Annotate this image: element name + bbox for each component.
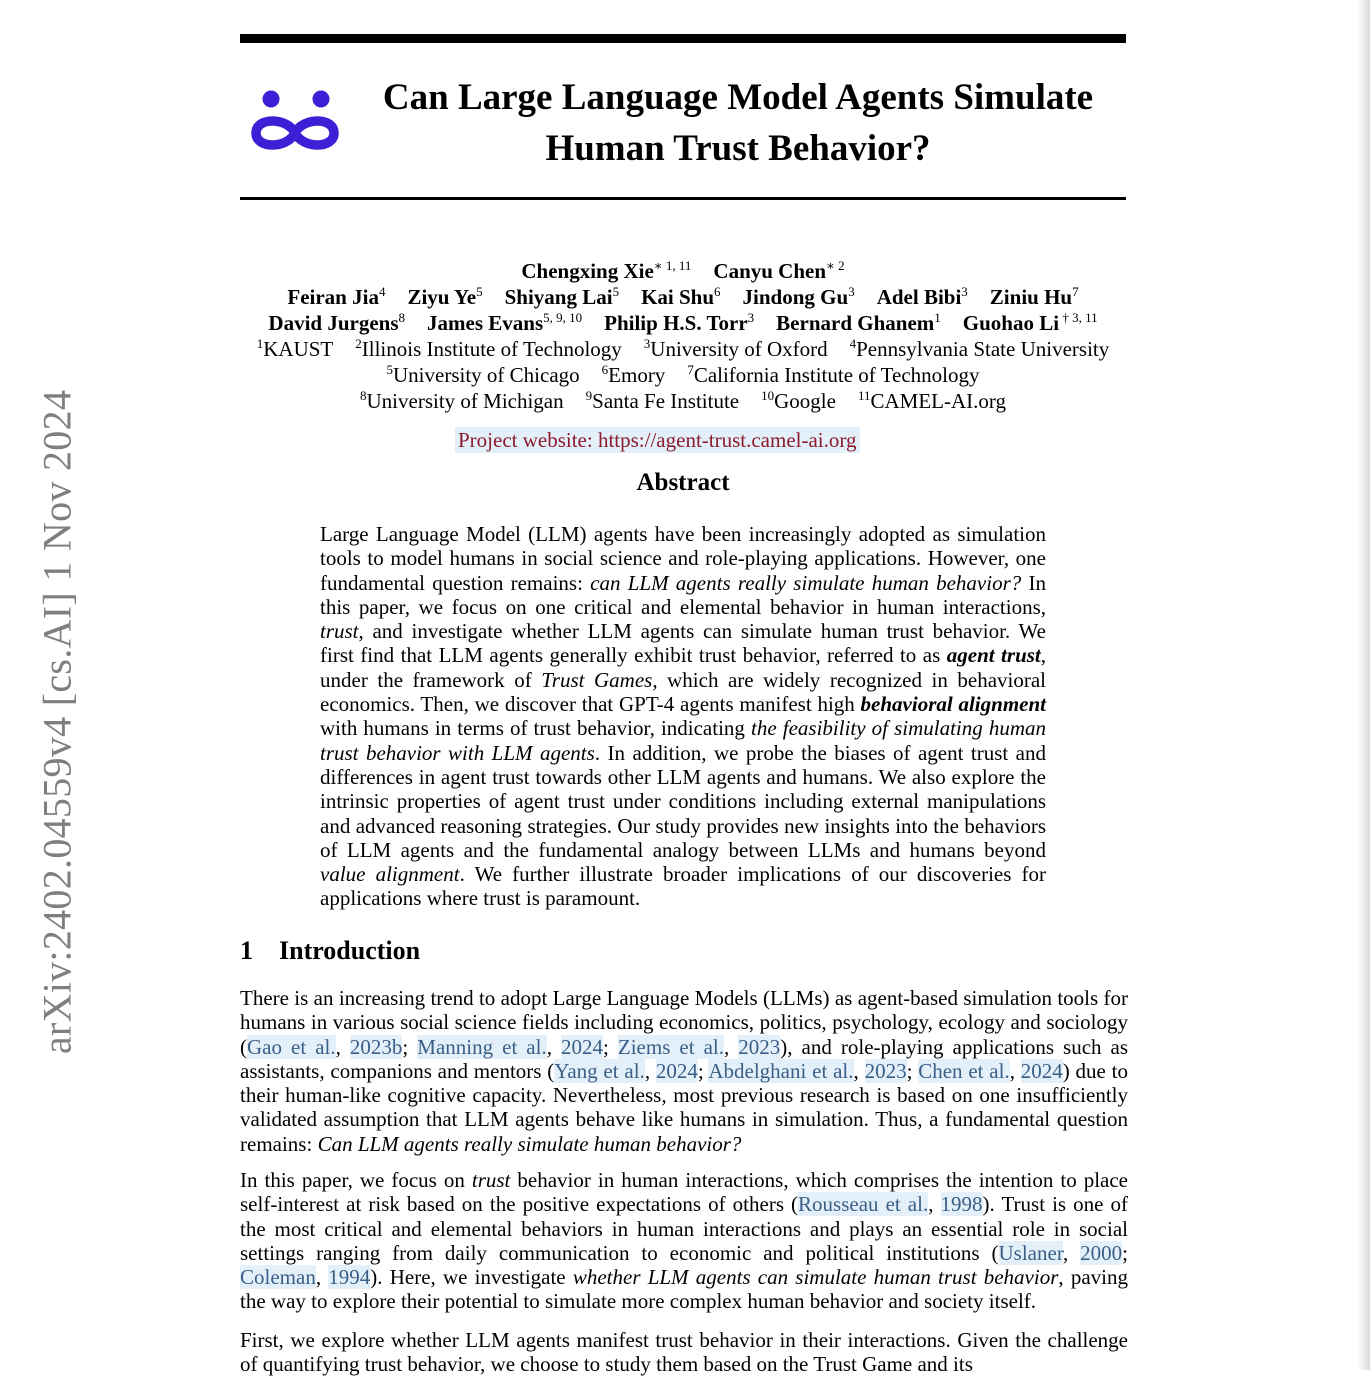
citation-link[interactable]: Ziems et al.: [617, 1034, 724, 1059]
introduction-heading: [240, 936, 420, 966]
citation-link[interactable]: Uslaner: [998, 1240, 1063, 1265]
author-name: Kai Shu: [641, 285, 715, 309]
affiliation-number: 8: [360, 388, 367, 403]
citation-link[interactable]: 2024: [561, 1034, 603, 1059]
body-text: ,: [723, 1034, 739, 1059]
author-row: [200, 258, 1166, 284]
author-name: Jindong Gu: [742, 285, 849, 309]
citation-link[interactable]: Coleman: [240, 1265, 316, 1290]
affiliation-name: KAUST: [263, 337, 334, 361]
intro-paragraph-1: [240, 986, 1128, 1156]
body-text: . We further illustrate broader implications of our discoveries for applications where trust is paramount.: [320, 862, 1046, 911]
body-text: ;: [697, 1058, 709, 1083]
abstract-body: [320, 522, 1046, 911]
body-text: ) due to their human-like cognitive capacity. Nevertheless, most previous research is based on one insufficiently validated assumption that LLM agents behave like humans in simulation. Thus, a fundamental question remains:: [240, 1058, 1129, 1156]
citation-link[interactable]: 2000: [1080, 1240, 1123, 1265]
body-text: . In addition, we probe the biases of agent trust and differences in agent trust towards other LLM agents and humans. We also explore the intrinsic properties of agent trust under conditions including external manipulations and advanced reasoning strategies. Our study provides new insights into the behaviors of LLM agents and the fundamental analogy between LLMs and humans beyond: [320, 740, 1046, 862]
affiliation-name: CAMEL-AI.org: [870, 389, 1006, 413]
author-affiliation-marks: ∗ 2: [826, 258, 845, 273]
author-affiliation-marks: 5: [612, 284, 620, 299]
abstract-heading: Abstract: [636, 469, 730, 496]
body-text: ), and role-playing applications such as assistants, companions and mentors (: [240, 1034, 1129, 1083]
author-name: Feiran Jia: [287, 285, 379, 309]
citation-link[interactable]: 2024: [1020, 1058, 1063, 1083]
author-name: Ziniu Hu: [989, 285, 1073, 309]
citation-link[interactable]: Manning et al.: [417, 1034, 547, 1059]
affiliation-number: 7: [687, 362, 694, 377]
affiliation-name: University of Chicago: [393, 363, 580, 387]
body-text: ,: [644, 1058, 656, 1083]
citation-link[interactable]: 1998: [940, 1192, 983, 1217]
author-names: [200, 258, 1166, 336]
citation-link[interactable]: Rousseau et al.: [798, 1192, 929, 1217]
italic-text: trust: [320, 619, 359, 644]
author-name: Bernard Ghanem: [776, 311, 935, 335]
author-name: David Jurgens: [268, 311, 399, 335]
author-affiliation-marks: 5, 9, 10: [543, 310, 583, 325]
citation-link[interactable]: 2023b: [349, 1034, 403, 1059]
affiliation-number: 3: [643, 336, 651, 351]
body-text: , paving the way to explore their potential to simulate more complex human behavior and society itself.: [240, 1265, 1128, 1314]
body-text: ,: [1009, 1058, 1021, 1083]
citation-link[interactable]: Gao et al.: [247, 1034, 336, 1059]
citation-link[interactable]: 2023: [864, 1058, 907, 1083]
citation-link[interactable]: 1994: [328, 1265, 371, 1290]
body-text: ). Trust is one of the most critical and elemental behaviors in human interactions and plays an essential role in social settings ranging from daily communication to economic and political institutions (: [240, 1192, 1129, 1265]
author-row: [200, 310, 1166, 336]
author-name: Ziyu Ye: [407, 285, 477, 309]
affiliation-name: Emory: [608, 363, 666, 387]
affiliation-name: Illinois Institute of Technology: [361, 337, 622, 361]
project-website-link[interactable]: Project website: https://agent-trust.camel-ai.org: [455, 427, 860, 453]
intro-paragraph-3: [240, 1328, 1128, 1377]
citation-link[interactable]: Yang et al.: [554, 1058, 645, 1083]
body-text: ). Here, we investigate: [370, 1265, 573, 1290]
affiliation-name: Santa Fe Institute: [592, 389, 740, 413]
body-text: behavior in human interactions, which comprises the intention to place self-interest at risk based on the positive expectations of others (: [240, 1168, 1128, 1217]
author-affiliation-marks: 5: [476, 284, 483, 299]
affiliation-number: 4: [849, 336, 857, 351]
body-text: ,: [1062, 1240, 1081, 1265]
affiliation-number: 6: [601, 362, 609, 377]
affiliation-number: 2: [355, 336, 362, 351]
affiliation-number: 10: [761, 388, 775, 403]
author-affiliation-marks: † 3, 11: [1059, 310, 1098, 325]
citation-link[interactable]: Abdelghani et al.: [708, 1058, 854, 1083]
section-number: 1: [240, 936, 253, 965]
author-affiliation-marks: 1: [934, 310, 941, 325]
paper-title: [352, 72, 1124, 174]
italic-text: whether LLM agents can simulate human trust behavior: [572, 1265, 1059, 1290]
italic-text: can LLM agents really simulate human behavior?: [590, 570, 1022, 595]
arxiv-identifier: arXiv:2402.04559v4 [cs.AI] 1 Nov 2024: [34, 389, 80, 1055]
affiliations: [200, 336, 1166, 414]
body-text: ;: [603, 1034, 618, 1059]
body-text: ;: [1122, 1240, 1128, 1265]
author-affiliation-marks: ∗ 1, 11: [653, 258, 692, 273]
title-rule-bottom: [240, 197, 1126, 200]
body-text: ;: [402, 1034, 418, 1059]
author-affiliation-marks: 6: [714, 284, 721, 299]
intro-paragraph-2: [240, 1168, 1128, 1314]
body-text: ,: [928, 1192, 941, 1217]
body-text: ,: [853, 1058, 865, 1083]
title-line-2: Human Trust Behavior?: [545, 128, 931, 169]
affiliation-number: 11: [857, 388, 871, 403]
affiliation-number: 1: [256, 336, 264, 351]
body-text: , and investigate whether LLM agents can simulate human trust behavior. We first find that LLM agents generally exhibit trust behavior, referred to as: [320, 619, 1046, 668]
author-affiliation-marks: 3: [848, 284, 855, 299]
body-text: First, we explore whether LLM agents manifest trust behavior in their interactions. Given the challenge of quantifying trust behavior, we choose to study them based on the Trust Game and its: [240, 1328, 1128, 1377]
author-affiliation-marks: 3: [747, 310, 755, 325]
body-text: In this paper, we focus on: [240, 1168, 472, 1192]
author-name: Canyu Chen: [713, 259, 827, 283]
affiliation-name: Google: [774, 389, 836, 413]
body-text: ,: [315, 1265, 329, 1290]
body-text: There is an increasing trend to adopt Large Language Models (LLMs) as agent-based simulation tools for humans in various social science fields including economics, politics, psychology, ecology and sociology (: [240, 986, 1128, 1059]
affiliation-name: Pennsylvania State University: [856, 337, 1110, 361]
author-affiliation-marks: 3: [961, 284, 968, 299]
title-rule-top: [240, 34, 1126, 43]
page-edge-shadow: [1358, 0, 1370, 1370]
body-text: ,: [546, 1034, 561, 1059]
author-name: Philip H.S. Torr: [604, 311, 748, 335]
affiliation-row: [200, 362, 1166, 388]
citation-link[interactable]: 2023: [738, 1034, 781, 1059]
author-affiliation-marks: 8: [398, 310, 406, 325]
body-text: with humans in terms of trust behavior, indicating: [320, 716, 752, 741]
affiliation-name: University of Oxford: [650, 337, 828, 361]
bold-italic-text: behavioral alignment: [860, 692, 1046, 717]
italic-text: trust: [471, 1168, 511, 1192]
title-line-1: Can Large Language Model Agents Simulate: [382, 77, 1094, 118]
italic-text: Trust Games: [541, 667, 653, 692]
author-name: Chengxing Xie: [521, 259, 654, 283]
body-text: Large Language Model (LLM) agents have been increasingly adopted as simulation tools to model humans in social science and role-playing applications. However, one fundamental question remains:: [320, 522, 1046, 595]
author-affiliation-marks: 4: [378, 284, 386, 299]
bold-italic-text: agent trust: [946, 643, 1041, 668]
author-affiliation-marks: 7: [1072, 284, 1079, 299]
section-title: Introduction: [279, 936, 421, 965]
author-name: Shiyang Lai: [504, 285, 613, 309]
citation-link[interactable]: Chen et al.: [918, 1058, 1010, 1083]
body-text: , under the framework of: [320, 643, 1047, 692]
citation-link[interactable]: 2024: [655, 1058, 698, 1083]
body-text: ;: [906, 1058, 919, 1083]
body-text: , which are widely recognized in behavioral economics. Then, we discover that GPT-4 agents manifest high: [320, 667, 1046, 717]
affiliation-name: California Institute of Technology: [693, 363, 980, 387]
author-name: Adel Bibi: [876, 285, 962, 309]
body-text: In this paper, we focus on one critical and elemental behavior in human interactions,: [320, 570, 1046, 619]
italic-text: value alignment: [320, 862, 460, 887]
camel-infinity-logo-icon: [246, 86, 344, 158]
affiliation-number: 9: [585, 388, 593, 403]
affiliation-row: [200, 388, 1166, 414]
italic-text: Can LLM agents really simulate human behavior?: [317, 1131, 742, 1156]
italic-text: the feasibility of simulating human trust behavior with LLM agents: [320, 716, 1047, 765]
author-name: Guohao Li: [962, 311, 1060, 335]
author-name: James Evans: [427, 311, 544, 335]
affiliation-number: 5: [386, 362, 394, 377]
author-row: [200, 284, 1166, 310]
body-text: ,: [335, 1034, 350, 1059]
affiliation-row: [200, 336, 1166, 362]
author-block: [200, 258, 1166, 414]
affiliation-name: University of Michigan: [366, 389, 564, 413]
